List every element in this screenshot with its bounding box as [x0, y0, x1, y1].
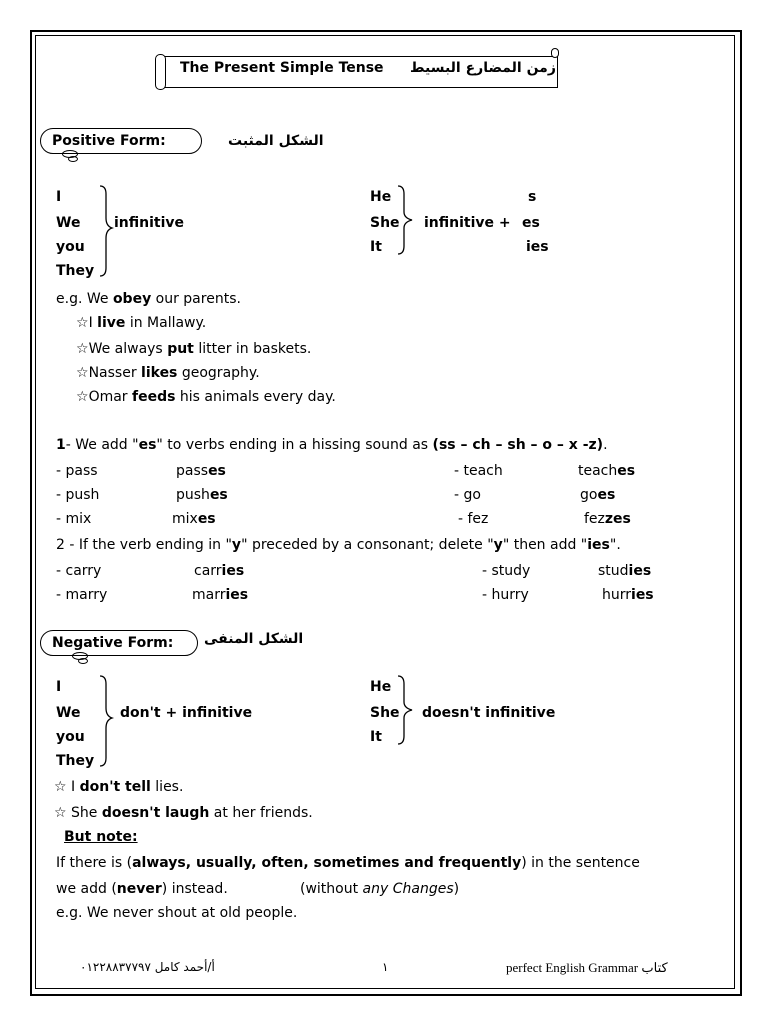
verb-base: - study	[482, 563, 531, 579]
negative-form-label: Negative Form:	[52, 635, 174, 651]
page-title: The Present Simple Tense	[180, 60, 384, 76]
example-line: ☆ She doesn't laugh at her friends.	[54, 805, 313, 821]
negative-form-arabic: الشكل المنفى	[204, 631, 304, 647]
ending: s	[528, 189, 537, 205]
star-icon: ☆	[76, 365, 89, 381]
example-line: ☆Nasser likes geography.	[76, 365, 260, 381]
brace	[98, 674, 118, 770]
note-example: e.g. We never shout at old people.	[56, 905, 298, 921]
verb-base: - push	[56, 487, 100, 503]
verb-base: - fez	[458, 511, 489, 527]
star-icon: ☆	[76, 315, 89, 331]
verb-base: - marry	[56, 587, 108, 603]
rule-1: 1- We add "es" to verbs ending in a hissing sound as (ss – ch – sh – o – x -z).	[56, 437, 608, 453]
footer-page-number: ١	[382, 960, 389, 974]
note-line-1: If there is (always, usually, often, sometimes and frequently) in the sentence	[56, 855, 640, 871]
verb-form: hurries	[602, 587, 654, 603]
footer-author: أ/أحمد كامل ٠١٢٢٨٨٣٧٧٩٧	[80, 960, 215, 974]
verb-form: carries	[194, 563, 245, 579]
footer-book: perfect English Grammar كتاب	[506, 960, 668, 975]
pronoun: We	[56, 215, 81, 231]
positive-form-label: Positive Form:	[52, 133, 166, 149]
pronoun: I	[56, 679, 62, 695]
pronoun: It	[370, 729, 382, 745]
note-line-2-paren: (without any Changes)	[300, 881, 460, 897]
example-line: ☆ I don't tell lies.	[54, 779, 184, 795]
negative-left-rule: don't + infinitive	[120, 705, 253, 721]
pronoun: He	[370, 679, 392, 695]
pronoun: you	[56, 729, 85, 745]
verb-form: pushes	[176, 487, 228, 503]
scroll-roll-left	[155, 54, 166, 90]
verb-form: marries	[192, 587, 249, 603]
verb-form: mixes	[172, 511, 216, 527]
pronoun: We	[56, 705, 81, 721]
verb-form: goes	[580, 487, 616, 503]
brace	[396, 184, 420, 256]
verb-form: fezzes	[584, 511, 631, 527]
pronoun: It	[370, 239, 382, 255]
verb-form: teaches	[578, 463, 636, 479]
negative-right-rule: doesn't infinitive	[422, 705, 556, 721]
star-icon: ☆	[54, 805, 67, 821]
pronoun: They	[56, 263, 95, 279]
verb-base: - go	[454, 487, 481, 503]
pronoun: He	[370, 189, 392, 205]
example-line: e.g. We obey our parents.	[56, 291, 241, 307]
pronoun: They	[56, 753, 95, 769]
ending: ies	[526, 239, 549, 255]
page-title-arabic: زمن المضارع البسيط	[410, 60, 556, 76]
verb-base: - carry	[56, 563, 102, 579]
brace	[396, 674, 420, 746]
ending: es	[522, 215, 540, 231]
star-icon: ☆	[76, 389, 89, 405]
pronoun: I	[56, 189, 62, 205]
example-line: ☆I live in Mallawy.	[76, 315, 207, 331]
pronoun: She	[370, 705, 400, 721]
positive-left-rule: infinitive	[114, 215, 185, 231]
cloud-tail	[78, 658, 88, 664]
star-icon: ☆	[76, 341, 89, 357]
verb-form: studies	[598, 563, 652, 579]
brace	[98, 184, 118, 280]
note-heading: But note:	[64, 829, 138, 845]
example-line: ☆We always put litter in baskets.	[76, 341, 312, 357]
pronoun: She	[370, 215, 400, 231]
positive-form-arabic: الشكل المثبت	[228, 133, 324, 149]
verb-base: - teach	[454, 463, 503, 479]
verb-form: passes	[176, 463, 226, 479]
pronoun: you	[56, 239, 85, 255]
scroll-roll-right	[551, 48, 559, 58]
cloud-tail	[68, 156, 78, 162]
rule-2: 2 - If the verb ending in "y" preceded by a consonant; delete "y" then add "ies".	[56, 537, 621, 553]
positive-right-rule: infinitive +	[424, 215, 511, 231]
verb-base: - hurry	[482, 587, 529, 603]
note-line-2: we add (never) instead.	[56, 881, 228, 897]
verb-base: - pass	[56, 463, 98, 479]
verb-base: - mix	[56, 511, 92, 527]
example-line: ☆Omar feeds his animals every day.	[76, 389, 336, 405]
star-icon: ☆	[54, 779, 67, 795]
